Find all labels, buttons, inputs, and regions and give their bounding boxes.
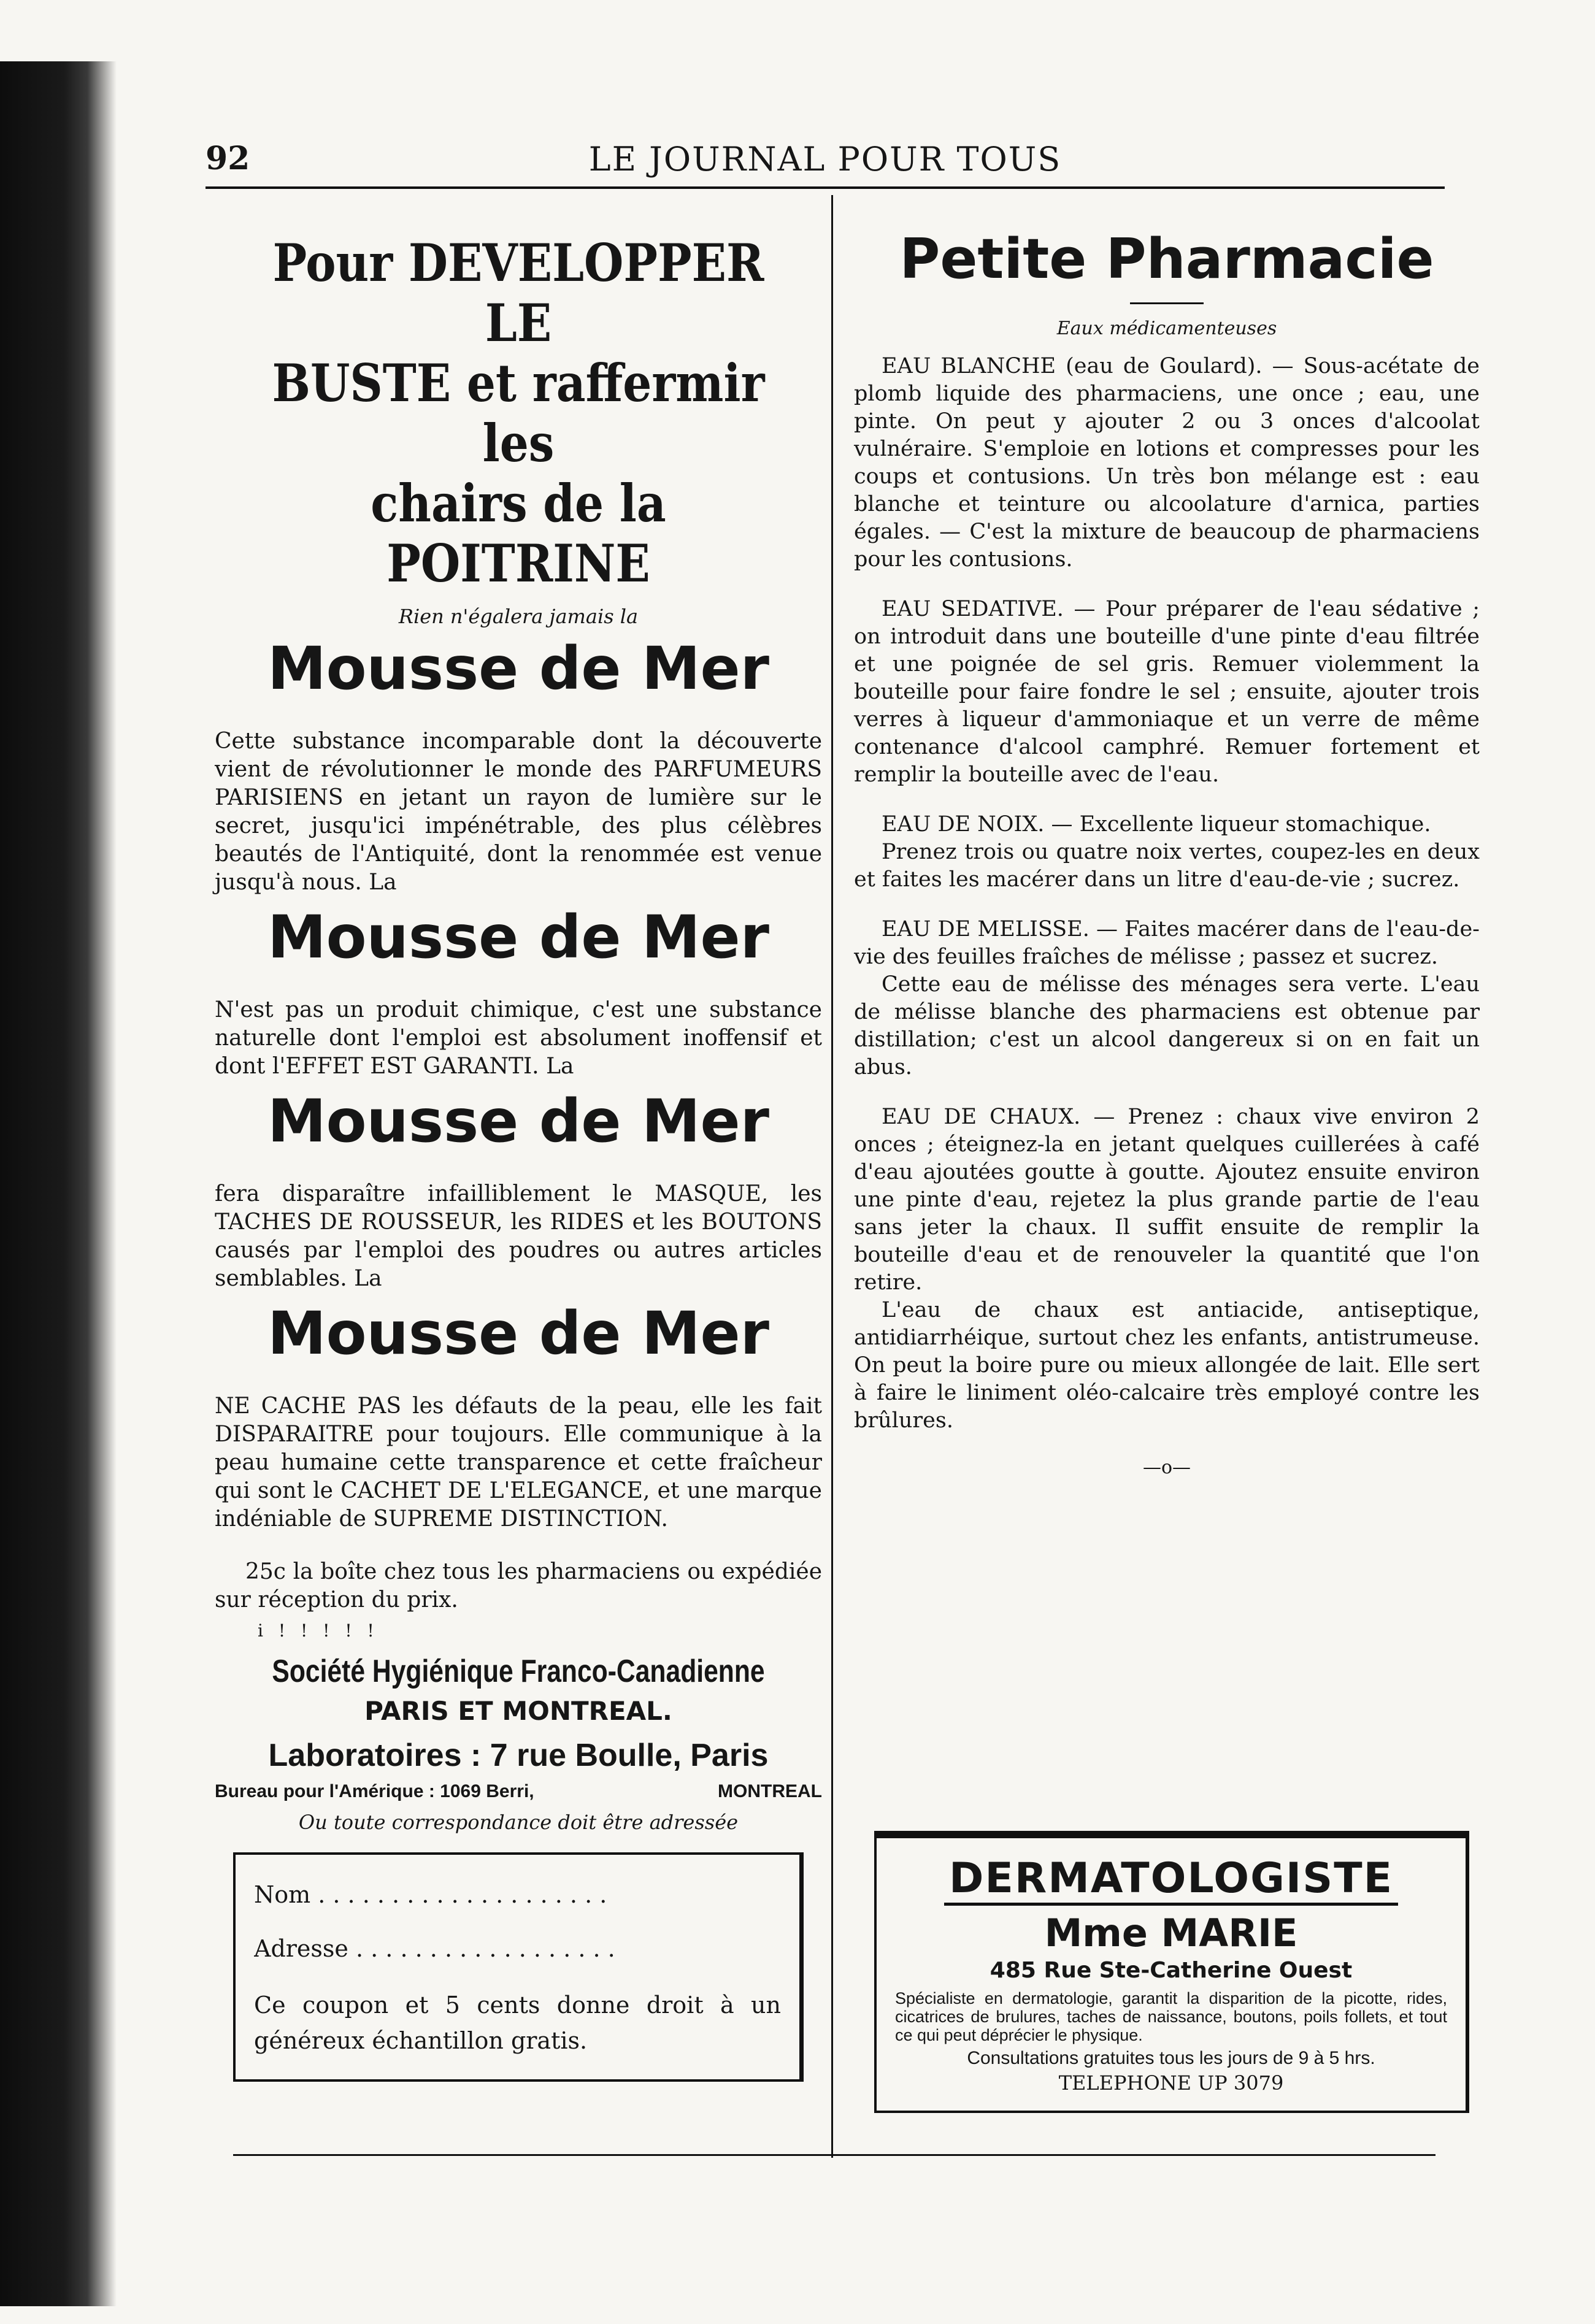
ad-subhead: Rien n'égalera jamais la <box>398 605 639 628</box>
brand-name: Mousse de Mer <box>267 903 769 972</box>
brand-name: Mousse de Mer <box>267 634 769 703</box>
recipe-paragraph: Cette eau de mélisse des ménages sera verte. L'eau de mélisse blanche des pharmaciens est obtenue par distillation; c'est un alcool dangereux si on en fait un abus. <box>854 972 1480 1080</box>
recipe-eau-de-melisse <box>854 916 1480 1081</box>
derma-telephone: TELEPHONE UP 3079 <box>1058 2071 1284 2095</box>
page-header <box>206 140 1445 183</box>
bureau-address: Bureau pour l'Amérique : 1069 Berri, <box>215 1781 534 1801</box>
book-spine-shadow <box>0 61 117 2306</box>
derma-address: 485 Rue Ste-Catherine Ouest <box>990 1958 1353 1983</box>
order-coupon[interactable] <box>233 1852 804 2082</box>
recipe-paragraph: L'eau de chaux est antiacide, antiseptique, antidiarrhéique, surtout chez les enfants, antistrumeuse. On peut la boire pure ou mieux allongée de lait. Elle sert à faire le liniment oléo-calcaire très employé contre les brûlures. <box>854 1298 1480 1433</box>
bureau-line <box>215 1781 822 1802</box>
ad-paragraph: NE CACHE PAS les défauts de la peau, elle les fait DISPARAITRE pour toujours. Elle communique à la peau humaine cette transparence et cette fraîcheur qui sont le CACHET DE L'ELEGANCE, et une marque indéniable de SUPREME DISTINCTION. <box>215 1394 822 1532</box>
recipe-paragraph: EAU DE MELISSE. — Faites macérer dans de l'eau-de-vie des feuilles fraîches de mélisse ; passez et sucrez. <box>854 917 1480 969</box>
section-subtitle: Eaux médicamenteuses <box>1056 318 1277 339</box>
recipe-paragraph: EAU SEDATIVE. — Pour préparer de l'eau sédative ; on introduit dans une bouteille d'une pinte d'eau filtrée et une poignée de sel gris. Remuer violemment la bouteille pour faire fondre le sel ; ensuite, ajouter trois verres à liqueur d'ammoniaque et un verre de même contenance d'alcool camphré. Remuer fortement et remplir la bouteille avec de l'eau. <box>854 597 1480 787</box>
laboratory-address: Laboratoires : 7 rue Boulle, Paris <box>268 1738 769 1773</box>
column-divider <box>831 195 833 2158</box>
derma-hours: Consultations gratuites tous les jours de 9 à 5 hrs. <box>967 2048 1375 2068</box>
ad-headline <box>251 233 785 594</box>
bottom-rule <box>233 2154 1436 2156</box>
derma-practitioner: Mme MARIE <box>1044 1911 1298 1955</box>
recipe-paragraph: Prenez trois ou quatre noix vertes, coupez-les en deux et faites les macérer dans un litre d'eau-de-vie ; sucrez. <box>854 840 1480 892</box>
ad-paragraph: N'est pas un produit chimique, c'est une substance naturelle dont l'emploi est absolument inoffensif et dont l'EFFET EST GARANTI. La <box>215 997 822 1079</box>
decorative-marks: i ! ! ! ! ! <box>258 1620 379 1641</box>
headline-line: BUSTE et raffermir les <box>272 353 765 474</box>
bureau-city: MONTREAL <box>718 1781 822 1801</box>
coupon-name-field[interactable]: Nom . . . . . . . . . . . . . . . . . . . . <box>254 1881 607 1908</box>
headline-line: chairs de la POITRINE <box>371 473 666 594</box>
company-city: PARIS ET MONTREAL. <box>364 1696 672 1726</box>
header-rule <box>206 186 1445 189</box>
brand-name: Mousse de Mer <box>267 1299 769 1368</box>
ad-paragraph: fera disparaître infailliblement le MASQUE, les TACHES DE ROUSSEUR, les RIDES et les BOUTONS causés par l'emploi des poudres ou autres articles semblables. La <box>215 1181 822 1291</box>
recipe-paragraph: EAU DE NOIX. — Excellente liqueur stomachique. <box>882 812 1431 837</box>
recipe-paragraph: EAU BLANCHE (eau de Goulard). — Sous-acétate de plomb liquide des pharmaciens, une once ; eau, une pinte. On peut y ajouter 2 ou 3 onces d'alcoolat vulnéraire. S'emploie en lotions et compresses pour les coups et contusions. Un très bon mélange est : eau blanche et teinture ou alcoolature d'arnica, parties égales. — C'est la mixture de beaucoup de pharmaciens pour les contusions. <box>854 354 1480 572</box>
correspondence-note: Ou toute correspondance doit être adressée <box>298 1811 739 1834</box>
company-name: Société Hygiénique Franco-Canadienne <box>272 1654 765 1689</box>
brand-name: Mousse de Mer <box>267 1087 769 1156</box>
coupon-address-field[interactable]: Adresse . . . . . . . . . . . . . . . . . . <box>254 1935 615 1962</box>
headline-line: Pour DEVELOPPER LE <box>272 232 764 353</box>
derma-title: DERMATOLOGISTE <box>944 1854 1398 1906</box>
running-title: LE JOURNAL POUR TOUS <box>588 140 1062 178</box>
recipe-paragraph: EAU DE CHAUX. — Prenez : chaux vive environ 2 onces ; éteignez-la en jetant quelques cuillerées à café d'eau ajoutées goutte à goutte. Ajoutez ensuite environ une pinte d'eau, rejetez la plus grande partie de l'eau sans jeter la chaux. Il suffit ensuite de remplir la bouteille d'eau et de renouveler la quantité que l'on retire. <box>854 1105 1480 1295</box>
derma-description: Spécialiste en dermatologie, garantit la disparition de la picotte, rides, cicatrices de brulures, taches de naissance, boutons, poils follets, et tout ce qui peut déprécier le physique. <box>895 1989 1447 2044</box>
section-title: Petite Pharmacie <box>899 227 1434 291</box>
title-rule <box>1130 302 1204 304</box>
price-paragraph: 25c la boîte chez tous les pharmaciens ou expédiée sur réception du prix. <box>215 1559 822 1613</box>
recipe-eau-sedative <box>854 596 1480 789</box>
recipe-eau-de-noix <box>854 811 1480 894</box>
right-column-pharmacy <box>854 227 1480 1484</box>
recipe-eau-de-chaux <box>854 1103 1480 1435</box>
ad-paragraph: Cette substance incomparable dont la découverte vient de révolutionner le monde des PARFUMEURS PARISIENS en jetant un rayon de lumière sur le secret, jusqu'ici impénétrable, des plus célèbres beautés de l'Antiquité, dont la renommée est venue jusqu'à nous. La <box>215 729 822 895</box>
dermatologist-advertisement <box>874 1831 1469 2113</box>
coupon-text: Ce coupon et 5 cents donne droit à un généreux échantillon gratis. <box>254 1992 781 2054</box>
recipe-eau-blanche <box>854 353 1480 573</box>
left-column-advertisement <box>215 233 822 2082</box>
section-separator: —o— <box>1142 1457 1191 1478</box>
page-number: 92 <box>206 140 250 177</box>
